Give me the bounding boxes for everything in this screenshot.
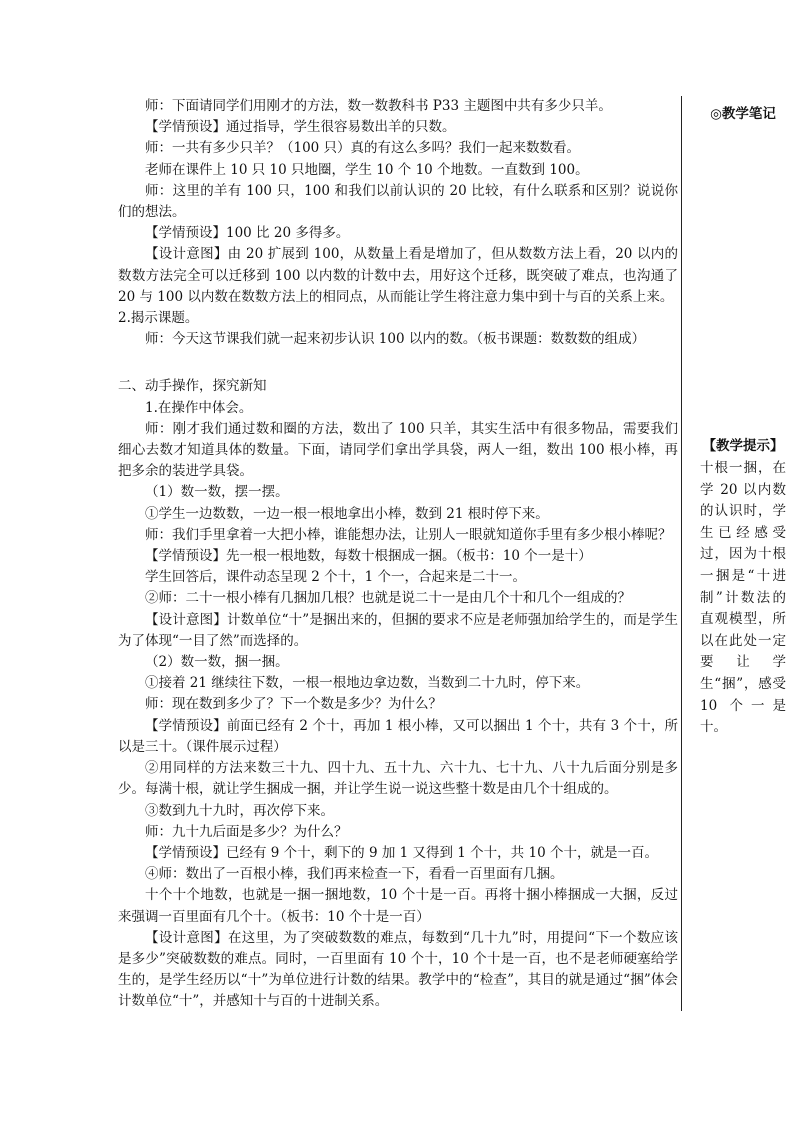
paragraph: 老师在课件上 10 只 10 只地圈，学生 10 个 10 个地数。一直数到 100。 (145, 161, 589, 178)
paragraph: （2）数一数，捆一捆。 (145, 654, 289, 671)
section-heading: 二、动手操作，探究新知 (118, 378, 267, 395)
paragraph: ①学生一边数数，一边一根一根地拿出小棒，数到 21 根时停下来。 (145, 505, 549, 522)
paragraph: 师：刚才我们通过数和圈的方法，数出了 100 只羊，其实生活中有很多物品，需要我们细心去数才知道具体的数量。下面，请同学们拿出学具袋，两人一组，数出 100 根小棒，再把多余的装进学具袋。 (118, 420, 678, 480)
tips-title: 【教学提示】 (702, 438, 784, 454)
paragraph: 师：今天这节课我们就一起来初步认识 100 以内的数。（板书课题：数数数的组成） (145, 331, 646, 348)
section-item: 2.揭示课题。 (118, 310, 199, 327)
paragraph: 【学情预设】通过指导，学生很容易数出羊的只数。 (145, 119, 456, 136)
paragraph: 师：我们手里拿着一大把小棒，谁能想办法，让别人一眼就知道你手里有多少根小棒呢？ (145, 526, 672, 543)
paragraph: 【设计意图】由 20 扩展到 100，从数量上看是增加了，但从数数方法上看，20 以内的数数方法完全可以迁移到 100 以内数的计数中去，用好这个迁移，既突破了难点，也沟通了 20 与 100 以内数在数数方法上的相同点，从而能让学生将注意力集中到十与百的关系上来。 (118, 246, 678, 305)
main-content (118, 96, 678, 1013)
paragraph: 师：一共有多少只羊？（100 只）真的有这么多吗？我们一起来数数看。 (145, 140, 581, 157)
paragraph: 师：这里的羊有 100 只，100 和我们以前认识的 20 比较，有什么联系和区别？说说你们的想法。 (118, 182, 678, 221)
paragraph: 师：九十九后面是多少？为什么？ (145, 823, 348, 840)
paragraph: ①接着 21 继续往下数，一根一根地边拿边数，当数到二十九时，停下来。 (145, 675, 590, 692)
paragraph: 【学情预设】已经有 9 个十，剩下的 9 加 1 又得到 1 个十，共 10 个十，就是一百。 (145, 844, 658, 861)
notes-title: ◎教学笔记 (710, 106, 776, 122)
paragraph: ③数到九十九时，再次停下来。 (145, 802, 334, 819)
paragraph: 【设计意图】在这里，为了突破数数的难点，每数到“几十九”时，用提问“下一个数应该是多少”突破数数的难点。同时，一百里面有 10 个十，10 个十是一百，也不是老师硬塞给学生的，是学生经历以“十”为单位进行计数的结果。教学中的“检查”，其目的就是通过“捆”体会计数单位“十”，并感知十与百的十进制关系。 (118, 929, 678, 1010)
paragraph: ④师：数出了一百根小棒，我们再来检查一下，看看一百里面有几捆。 (145, 866, 564, 883)
tips-text: 十根一捆，在学 20 以内数的认识时，学生已经感受过，因为十根一捆是“十进制”计数法的直观模型，所以在此处一定要让学生“捆”，感受 10 个一是十。 (700, 460, 786, 736)
spacer (118, 350, 678, 376)
paragraph: 【学情预设】前面已经有 2 个十，再加 1 根小棒，又可以捆出 1 个十，共有 3 个十，所以是三十。（课件展示过程） (118, 717, 678, 755)
paragraph: （1）数一数，摆一摆。 (145, 484, 289, 501)
paragraph: 【设计意图】计数单位“十”是捆出来的，但捆的要求不应是老师强加给学生的，而是学生为了体现“一目了然”而选择的。 (118, 611, 678, 649)
paragraph: 师：现在数到多少了？下一个数是多少？为什么？ (145, 696, 442, 713)
paragraph: 【学情预设】先一根一根地数，每数十根捆成一捆。（板书：10 个一是十） (145, 548, 592, 565)
column-divider (681, 96, 682, 1011)
paragraph: ②用同样的方法来数三十九、四十九、五十九、六十九、七十九、八十九后面分别是多少。每满十根，就让学生捆成一捆，并让学生说一说这些整十数是由几个十组成的。 (118, 760, 678, 798)
paragraph: 1.在操作中体会。 (145, 399, 253, 416)
paragraph: 【学情预设】100 比 20 多得多。 (145, 225, 350, 242)
paragraph: 学生回答后，课件动态呈现 2 个十，1 个一，合起来是二十一。 (145, 569, 527, 586)
paragraph: 师：下面请同学们用刚才的方法，数一数教科书 P33 主题图中共有多少只羊。 (145, 98, 612, 114)
paragraph: 十个十个地数，也就是一捆一捆地数，10 个十是一百。再将十捆小棒捆成一大捆，反过来强调一百里面有几个十。（板书：10 个十是一百） (118, 887, 678, 925)
paragraph: ②师：二十一根小棒有几捆加几根？也就是说二十一是由几个十和几个一组成的？ (145, 590, 631, 607)
